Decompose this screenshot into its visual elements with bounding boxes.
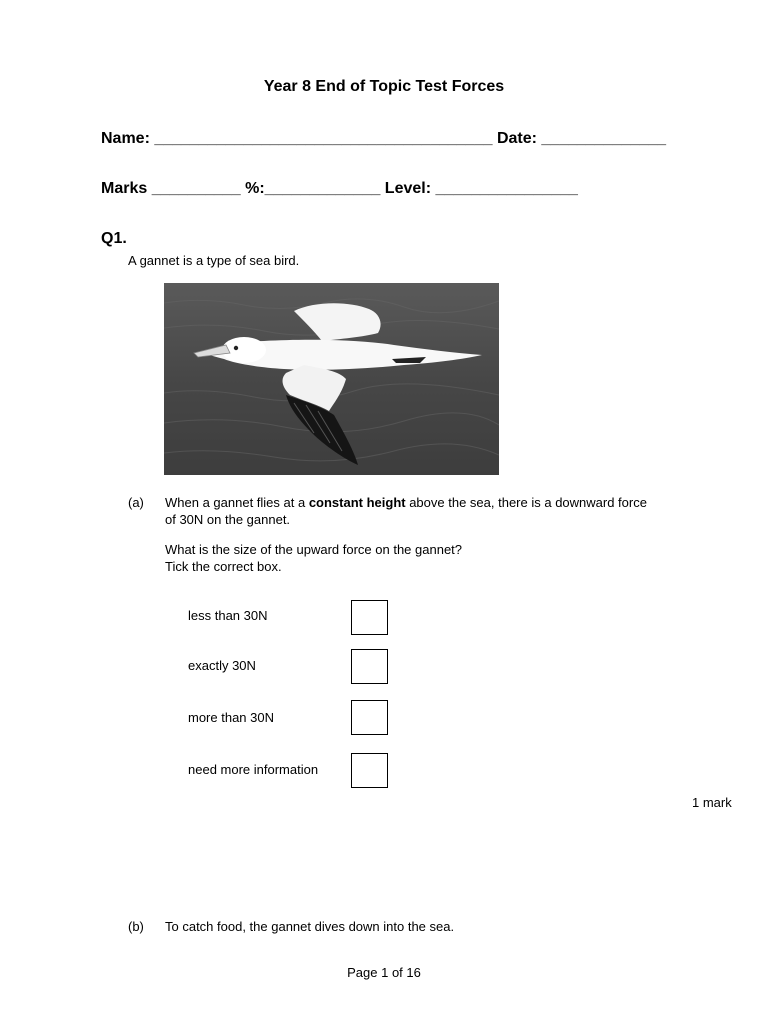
part-a-question: What is the size of the upward force on the gannet? <box>165 542 463 557</box>
part-a-label: (a) <box>128 495 144 510</box>
page-title: Year 8 End of Topic Test Forces <box>263 78 505 95</box>
part-a-stem-line2: of 30N on the gannet. <box>165 512 291 527</box>
marks-label: 1 mark <box>692 795 732 810</box>
part-a-stem <box>165 494 647 511</box>
question-intro: A gannet is a type of sea bird. <box>128 253 300 268</box>
option-label: more than 30N <box>188 710 274 725</box>
part-b-stem: To catch food, the gannet dives down into the sea. <box>165 919 455 934</box>
option-label: need more information <box>188 762 319 777</box>
tick-box[interactable] <box>351 600 388 635</box>
part-b-label: (b) <box>128 919 144 934</box>
page-number: Page 1 of 16 <box>347 965 421 980</box>
marks-level-line: Marks __________ %:_____________ Level: ________________ <box>101 180 578 197</box>
part-a-instruction: Tick the correct box. <box>165 559 282 574</box>
option-label: exactly 30N <box>188 658 256 673</box>
tick-box[interactable] <box>351 649 388 684</box>
tick-box[interactable] <box>351 753 388 788</box>
part-a-stem-after: above the sea, there is a downward force <box>405 495 647 510</box>
part-a-stem-bold: constant height <box>308 495 406 510</box>
tick-box[interactable] <box>351 700 388 735</box>
gannet-photo <box>164 283 499 475</box>
option-label: less than 30N <box>188 608 268 623</box>
gannet-photo-icon <box>164 283 499 475</box>
question-label: Q1. <box>101 230 127 247</box>
part-a-stem-before: When a gannet flies at a <box>165 495 309 510</box>
name-date-line: Name: ______________________________________ Date: ______________ <box>101 130 666 147</box>
